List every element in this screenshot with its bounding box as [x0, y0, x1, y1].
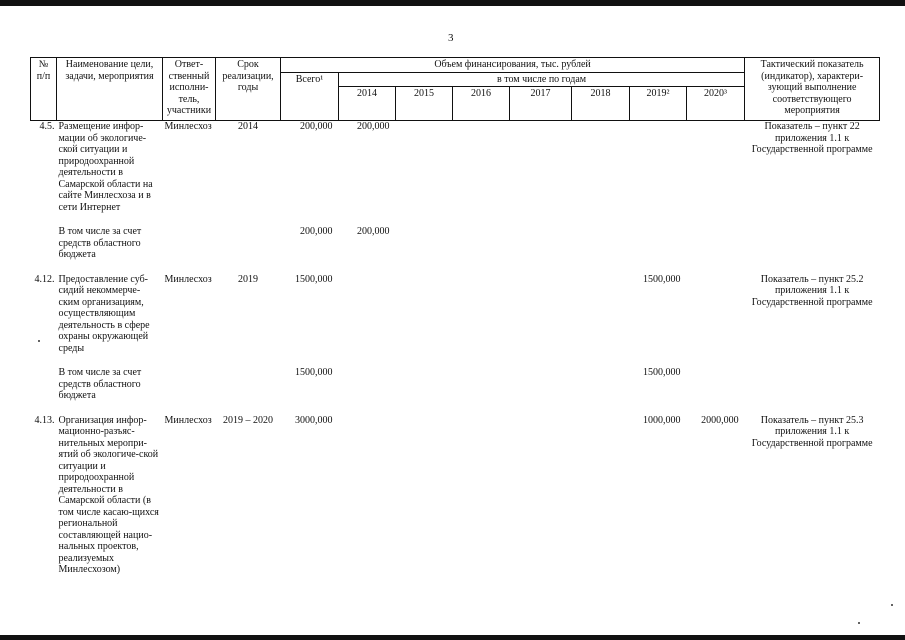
- header-year-2017: 2017: [510, 87, 572, 121]
- row-total: 3000,000: [295, 414, 333, 426]
- row-2014: [339, 274, 396, 355]
- scan-top-border: [0, 0, 905, 6]
- row-2014: [339, 367, 396, 402]
- header-year-2015: 2015: [396, 87, 453, 121]
- row-responsible: [163, 367, 216, 402]
- row-term: 2019 – 2020: [223, 414, 273, 426]
- row-2018: [572, 121, 630, 214]
- row-2020: [687, 121, 745, 214]
- row-number: 4.5.: [39, 121, 55, 132]
- row-2018: [572, 367, 630, 402]
- scan-bottom-border: [0, 635, 905, 640]
- row-indicator: Показатель – пункт 25.3 приложения 1.1 к Государственной программе: [751, 414, 873, 449]
- scan-speck: [891, 604, 893, 606]
- row-term: [216, 226, 281, 261]
- row-name: В том числе за счет средств областного бюджета: [58, 367, 142, 401]
- row-responsible: Минлесхоз: [164, 273, 212, 285]
- row-2017: [510, 415, 572, 576]
- header-by-years: в том числе по годам: [339, 72, 745, 87]
- row-responsible: Минлесхоз: [164, 121, 212, 132]
- row-number: [31, 367, 57, 402]
- row-number: 4.13.: [34, 414, 55, 426]
- table-row: [31, 274, 880, 355]
- row-name: Организация инфор-мационно-разъяс-нительных меропри-ятий об экологиче-ской ситуации и природоохранной деятельности в Самарской области (в том числе касаю-щихся региональной составляющей нацио-нальных проектов, реализуемых Минлесхозом): [58, 414, 159, 575]
- header-funding: Объем финансирования, тыс. рублей: [281, 58, 745, 73]
- row-2018: [572, 274, 630, 355]
- row-term: 2019: [238, 273, 258, 285]
- row-2017: [510, 367, 572, 402]
- row-2016: [453, 121, 510, 214]
- header-responsible: Ответ- ственный исполни- тель, участники: [163, 58, 216, 121]
- row-2016: [453, 367, 510, 402]
- row-total: 200,000: [300, 226, 333, 237]
- row-total: 200,000: [300, 121, 333, 132]
- header-year-2014: 2014: [339, 87, 396, 121]
- row-2019: 1000,000: [643, 414, 681, 426]
- table-row: [31, 415, 880, 576]
- row-2018: [572, 415, 630, 576]
- row-2015: [396, 415, 453, 576]
- header-indicator: Тактический показатель (индикатор), характери-зующий выполнение соответствующего мероприятия: [745, 58, 880, 121]
- row-2015: [396, 226, 453, 261]
- table-row: [31, 226, 880, 261]
- row-2017: [510, 121, 572, 214]
- row-name: Размещение инфор-мации об экологиче-ской ситуации и природоохранной деятельности в Самарской области на сайте Минлесхоза и в сети Интернет: [58, 121, 153, 213]
- scan-speck: [38, 340, 40, 342]
- row-indicator: Показатель – пункт 22 приложения 1.1 к Государственной программе: [751, 121, 873, 155]
- row-indicator: [745, 226, 880, 261]
- row-2014: 200,000: [357, 121, 390, 132]
- row-2020: [687, 274, 745, 355]
- page-number: 3: [448, 32, 454, 44]
- row-2015: [396, 367, 453, 402]
- header-year-2016: 2016: [453, 87, 510, 121]
- header-year-2020: 2020³: [687, 87, 745, 121]
- row-number: 4.12.: [34, 273, 55, 285]
- row-term: [216, 367, 281, 402]
- funding-table: [30, 57, 880, 576]
- header-year-2019: 2019²: [630, 87, 687, 121]
- row-2019: 1500,000: [643, 273, 681, 285]
- header-name: Наименование цели, задачи, мероприятия: [57, 58, 163, 121]
- header-year-2018: 2018: [572, 87, 630, 121]
- row-2018: [572, 226, 630, 261]
- row-2020: [687, 367, 745, 402]
- row-name: В том числе за счет средств областного бюджета: [58, 226, 142, 260]
- row-number: [31, 226, 57, 261]
- row-indicator: Показатель – пункт 25.2 приложения 1.1 к Государственной программе: [751, 273, 873, 308]
- scan-speck: [858, 622, 860, 624]
- row-2015: [396, 121, 453, 214]
- row-2014: [339, 415, 396, 576]
- row-total: 1500,000: [295, 273, 333, 285]
- row-indicator: [745, 367, 880, 402]
- row-name: Предоставление суб-сидий некоммерче-ским организациям, осуществляющим деятельность в сфере охраны окружающей среды: [58, 273, 150, 354]
- row-2015: [396, 274, 453, 355]
- row-2020: 2000,000: [701, 414, 739, 426]
- row-2019: [630, 121, 687, 214]
- row-2016: [453, 274, 510, 355]
- row-2016: [453, 415, 510, 576]
- row-2019: 1500,000: [643, 367, 681, 378]
- row-2017: [510, 274, 572, 355]
- header-term: Срок реализации, годы: [216, 58, 281, 121]
- row-2014: 200,000: [357, 226, 390, 237]
- row-2016: [453, 226, 510, 261]
- row-responsible: Минлесхоз: [164, 414, 212, 426]
- row-total: 1500,000: [295, 367, 333, 378]
- table-row: [31, 121, 880, 214]
- row-term: 2014: [238, 121, 258, 132]
- header-total: Всего¹: [281, 72, 339, 121]
- header-no: № п/п: [31, 58, 57, 121]
- row-2017: [510, 226, 572, 261]
- table-row: [31, 367, 880, 402]
- row-responsible: [163, 226, 216, 261]
- row-2019: [630, 226, 687, 261]
- row-2020: [687, 226, 745, 261]
